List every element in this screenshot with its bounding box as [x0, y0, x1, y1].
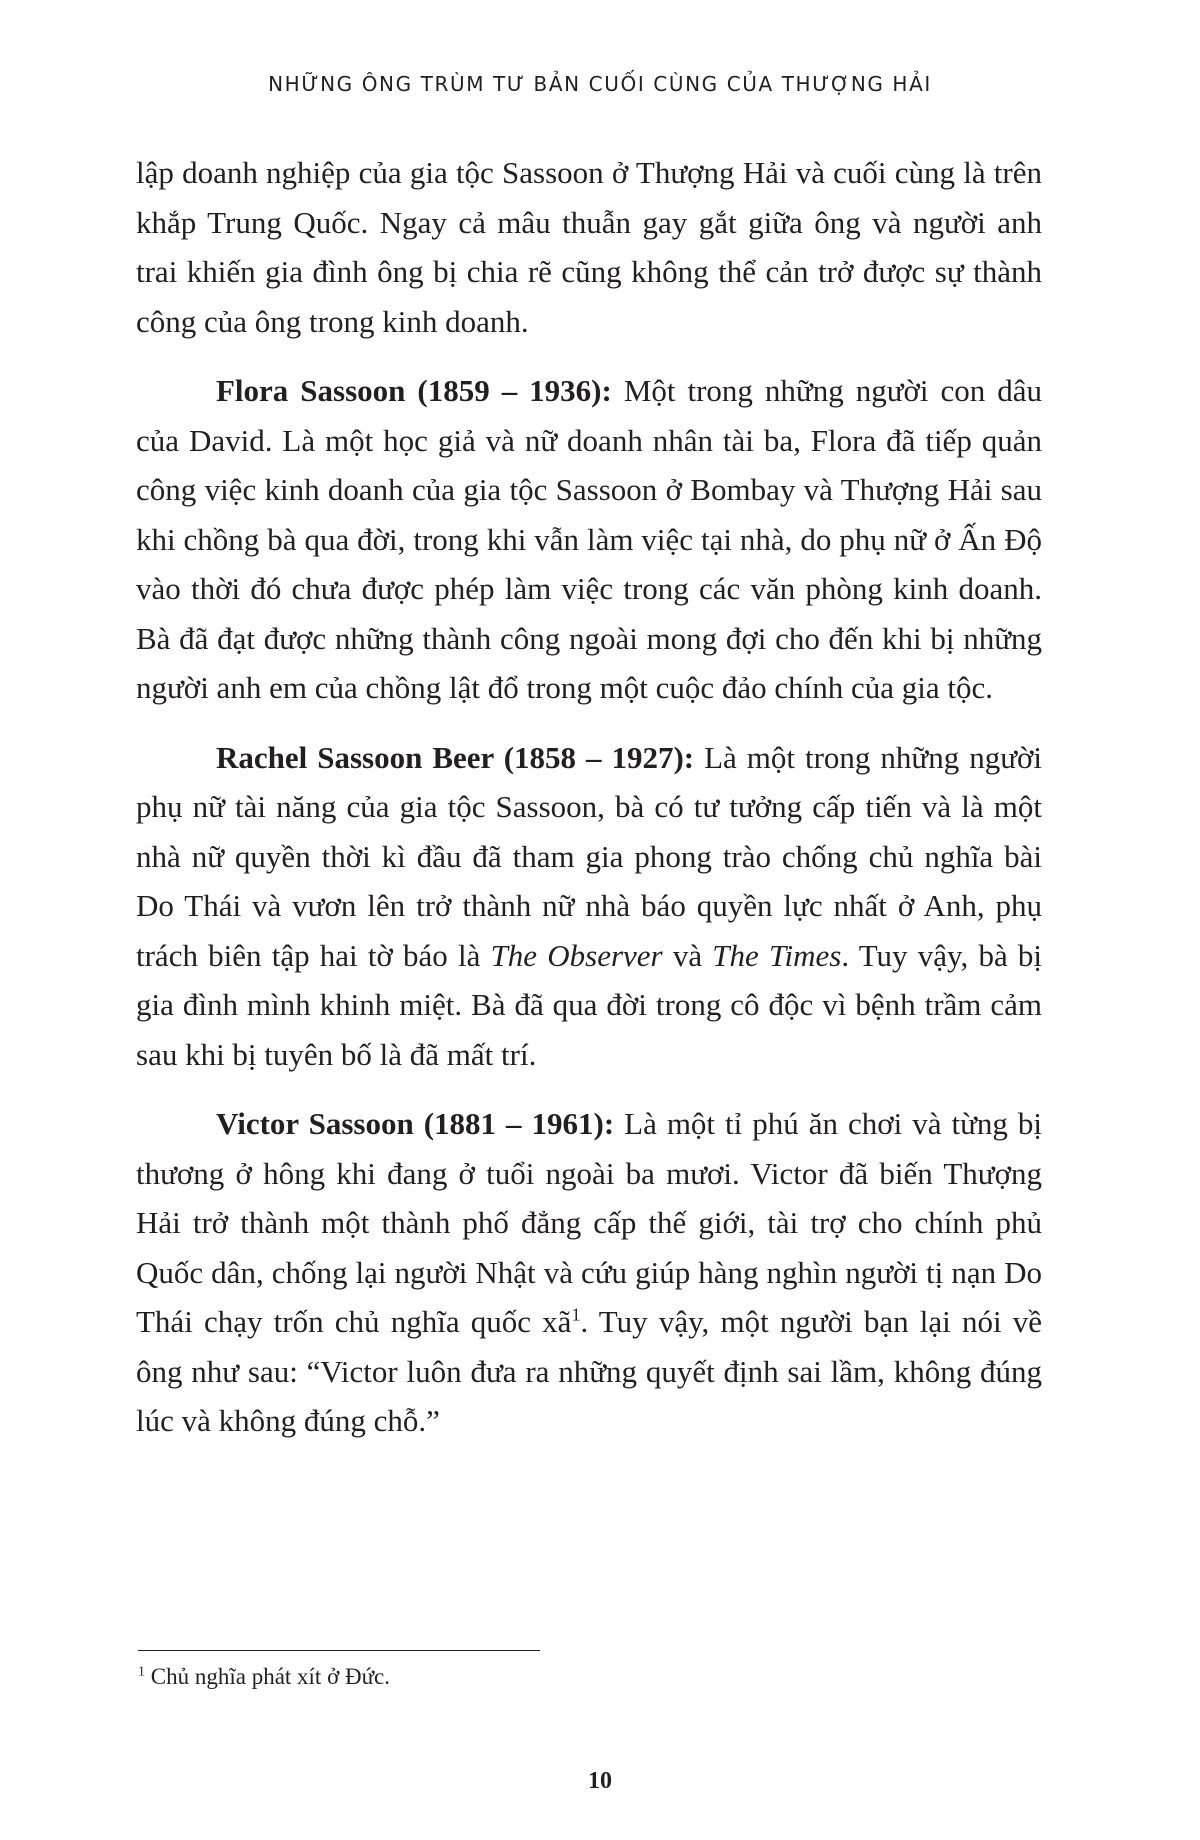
paragraph-text: Là một tỉ phú ăn chơi và từng bị thương ở hông khi đang ở tuổi ngoài ba mươi. Victor đã biến Thượng Hải trở thành một thành phố đẳng cấp thế giới, tài trợ cho chính phủ Quốc dân, chống lại người Nhật và cứu giúp hàng nghìn người tị nạn Do Thái chạy trốn chủ nghĩa quốc xã [136, 1106, 1042, 1339]
paragraph-text: Là một trong những người phụ nữ tài năng của gia tộc Sassoon, bà có tư tưởng cấp tiến và là một nhà nữ quyền thời kì đầu đã tham gia phong trào chống chủ nghĩa bài Do Thái và vươn lên trở thành nữ nhà báo quyền lực nhất ở Anh, phụ trách biên tập hai tờ báo là [136, 739, 1043, 973]
footnote-marker: 1 [138, 1664, 145, 1680]
paragraph-rachel-sassoon-beer [136, 733, 1042, 1080]
paragraph-text: và [662, 937, 713, 973]
paragraph-text: lập doanh nghiệp của gia tộc Sassoon ở Thượng Hải và cuối cùng là trên khắp Trung Quốc. Ngay cả mâu thuẫn gay gắt giữa ông và người anh trai khiến gia đình ông bị chia rẽ cũng không thể cản trở được sự thành công của ông trong kinh doanh. [136, 155, 1042, 339]
footnote-divider [138, 1650, 540, 1651]
paragraph-victor-sassoon [136, 1099, 1042, 1446]
newspaper-title: The Times [712, 937, 842, 973]
paragraph-text: . Tuy vậy, bà bị gia đình mình khinh miệt. Bà đã qua đời trong cô độc vì bệnh trầm cảm sau khi bị tuyên bố là đã mất trí. [136, 937, 1043, 1072]
paragraph-continuation [136, 148, 1042, 346]
paragraph-text: . Tuy vậy, một người bạn lại nói về ông như sau: “Victor luôn đưa ra những quyết định sai lầm, không đúng lúc và không đúng chỗ.” [136, 1304, 1042, 1438]
footnote [138, 1662, 1038, 1692]
running-header: NHỮNG ÔNG TRÙM TƯ BẢN CUỐI CÙNG CỦA THƯỢNG HẢI [268, 72, 932, 96]
paragraph-flora-sassoon [136, 366, 1042, 713]
entry-name-rachel: Rachel Sassoon Beer (1858 – 1927): [216, 739, 695, 775]
newspaper-title: The Observer [490, 937, 663, 973]
entry-name-flora: Flora Sassoon (1859 – 1936): [216, 373, 612, 408]
footnote-reference: 1 [571, 1304, 581, 1325]
body-text [136, 148, 1042, 1466]
page-number: 10 [588, 1768, 612, 1794]
entry-name-victor: Victor Sassoon (1881 – 1961): [216, 1106, 615, 1141]
footnote-text: Chủ nghĩa phát xít ở Đức. [145, 1664, 391, 1689]
paragraph-text: Một trong những người con dâu của David. Là một học giả và nữ doanh nhân tài ba, Flora đã tiếp quản công việc kinh doanh của gia tộc Sassoon ở Bombay và Thượng Hải sau khi chồng bà qua đời, trong khi vẫn làm việc tại nhà, do phụ nữ ở Ấn Độ vào thời đó chưa được phép làm việc trong các văn phòng kinh doanh. Bà đã đạt được những thành công ngoài mong đợi cho đến khi bị những người anh em của chồng lật đổ trong một cuộc đảo chính của gia tộc. [136, 373, 1043, 705]
